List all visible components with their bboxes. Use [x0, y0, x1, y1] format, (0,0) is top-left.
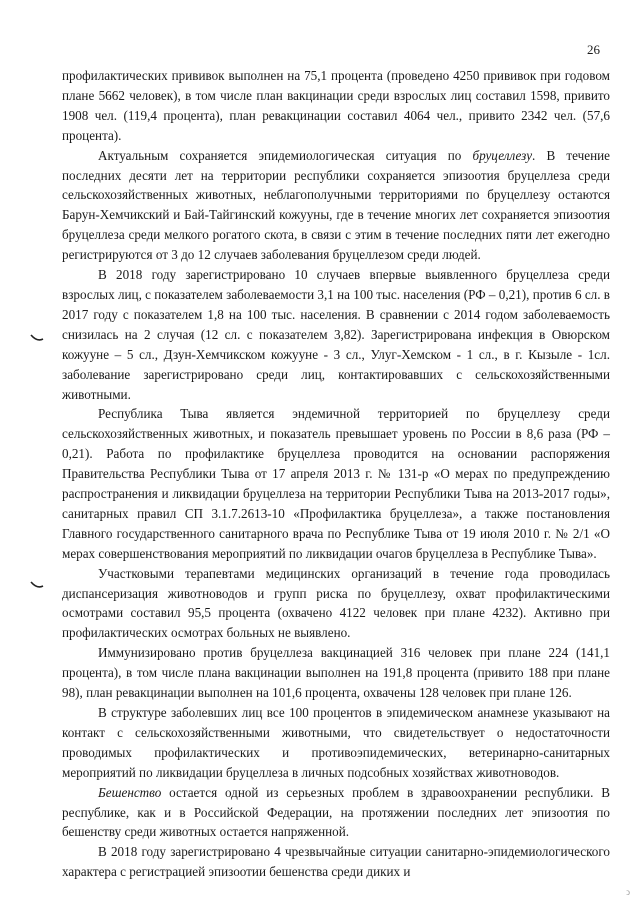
paragraph-9 [62, 842, 610, 882]
paragraph-text: . В течение последних десяти лет на территории республики сохраняется эпизоотия бруцеллеза среди сельскохозяйственных животных, неблагополучными территориями по бруцеллезу остаются Барун-Хемчикский и Бай-Тайгинский кожууны, где в течение многих лет сохраняется эпизоотия бруцеллеза среди мелкого рогатого скота, в связи с этим в течение последних пяти лет ежегодно регистрируются от 3 до 12 случаев заболевания бруцеллезом среди людей. [62, 147, 610, 263]
paragraph-text: профилактических прививок выполнен на 75,1 процента (проведено 4250 прививок при годовом плане 5662 человек), в том числе план вакцинации среди взрослых лиц составил 1598, привито 1908 чел. (119,4 процента), план ревакцинации составил 4064 чел., привито 2342 чел. (57,6 процента). [62, 68, 610, 143]
paragraph-3 [62, 265, 610, 404]
paragraph-text: Актуальным сохраняется эпидемиологическая ситуация по [98, 147, 473, 163]
paragraph-text: Республика Тыва является эндемичной территорией по бруцеллезу среди сельскохозяйственных животных, и показатель превышает уровень по России в 8,6 раза (РФ – 0,21). Работа по профилактике бруцеллеза проводится на основании распоряжения Правительства Республики Тыва от 17 апреля 2013 г. № 131-р «О мерах по предупреждению распространения и ликвидации бруцеллеза на территории Республики Тыва на 2013-2017 годы», санитарных правил СП 3.1.7.2613-10 «Профилактика бруцеллеза», а также постановления Главного государственного санитарного врача по Республике Тыва от 19 июля 2010 г. № 2/1 «О мерах совершенствования мероприятий по ликвидации очагов бруцеллеза в Республике Тыва». [62, 406, 610, 561]
corner-mark: ↄ [626, 887, 630, 897]
paragraph-8 [62, 783, 610, 843]
margin-mark-2 [30, 581, 44, 589]
paragraph-7 [62, 703, 610, 783]
italic-term: Бешенство [98, 784, 162, 800]
italic-term: бруцеллезу [472, 147, 533, 163]
paragraph-6 [62, 643, 610, 703]
paragraph-text: В структуре заболевших лиц все 100 процентов в эпидемическом анамнезе указывают на контакт с сельскохозяйственными животными, что свидетельствует о недостаточности проводимых профилактических и противоэпидемических, ветеринарно-санитарных мероприятий по ликвидации бруцеллеза в личных подсобных хозяйствах животноводов. [62, 705, 610, 780]
paragraph-text: остается одной из серьезных проблем в здравоохранении республики. В республике, как и в Российской Федерации, на протяжении последних лет эпизоотия по бешенству среди животных остается напряженной. [62, 784, 610, 840]
paragraph-text: В 2018 году зарегистрировано 10 случаев впервые выявленного бруцеллеза среди взрослых лиц, с показателем заболеваемости 3,1 на 100 тыс. населения (РФ – 0,21), против 6 сл. в 2017 году с показателем 1,8 на 100 тыс. населения. В сравнении с 2014 годом заболеваемость снизилась на 2 случая (12 сл. с показателем 3,82). Зарегистрирована инфекция в Овюрском кожууне – 5 сл., Дзун-Хемчикском кожууне - 3 сл., Улуг-Хемском - 1 сл., в г. Кызыле - 1сл. заболевание зарегистрировано среди лиц, контактировавших с сельскохозяйственными животными. [62, 267, 610, 402]
paragraph-4 [62, 404, 610, 563]
paragraph-text: Иммунизировано против бруцеллеза вакцинацией 316 человек при плане 224 (141,1 процента), в том числе плана вакцинации выполнен на 191,8 процента (привито 188 при плане 98), план ревакцинации выполнен на 101,6 процента, охвачены 128 человек при плане 126. [62, 645, 610, 701]
paragraph-5 [62, 564, 610, 644]
paragraph-2 [62, 146, 610, 265]
page-number: 26 [587, 42, 600, 57]
document-body [62, 66, 610, 882]
paragraph-text: Участковыми терапевтами медицинских организаций в течение года проводилась диспансеризация животноводов и групп риска по бруцеллезу, охват профилактическими осмотрами составил 95,5 процента (охвачено 4122 человек при плане 4232). Активно при профилактических осмотрах больных не выявлено. [62, 565, 610, 641]
paragraph-text: В 2018 году зарегистрировано 4 чрезвычайные ситуации санитарно-эпидемиологического характера с регистрацией эпизоотии бешенства среди диких и [62, 844, 610, 880]
margin-mark-1 [30, 334, 44, 342]
paragraph-1 [62, 66, 610, 146]
